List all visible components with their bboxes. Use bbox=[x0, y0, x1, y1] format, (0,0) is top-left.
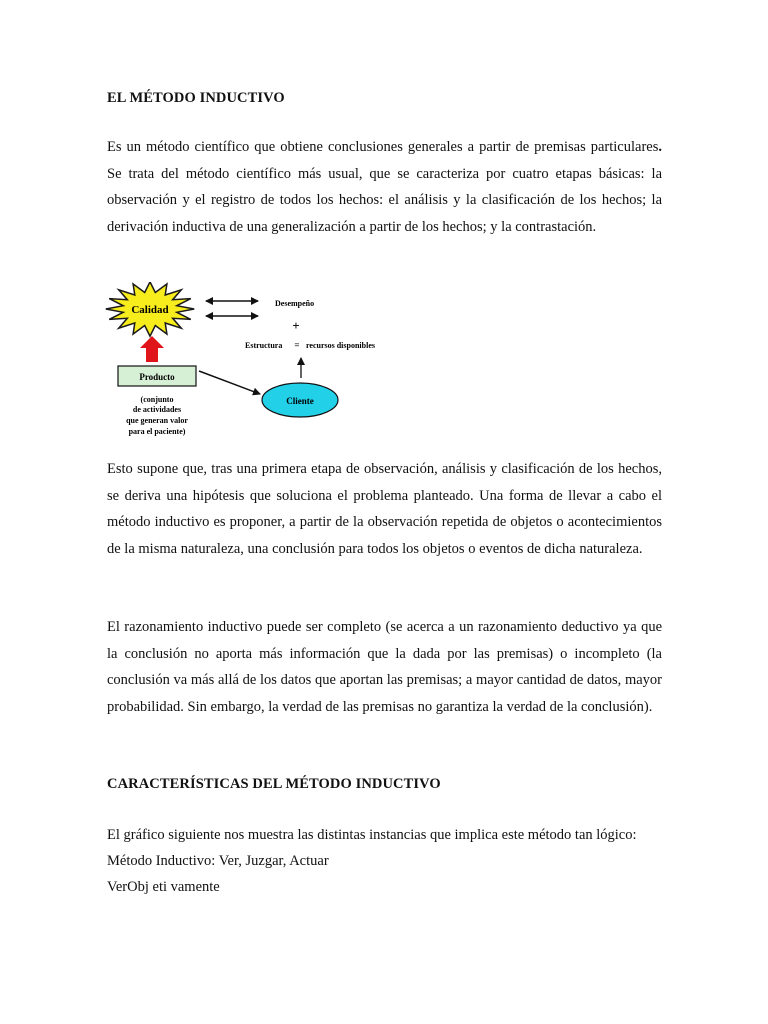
calidad-label: Calidad bbox=[131, 304, 169, 316]
estructura-label: Estructura bbox=[245, 341, 283, 350]
definition-rest: Se trata del método científico más usual, que se caracteriza por cuatro etapas básicas: la observación y el registro de todos los hechos: el análisis y la clasificación de los hechos; la derivación inductiva de una generalización a partir de los hechos; y la contrastación. bbox=[107, 165, 662, 236]
heading-caracteristicas: CARACTERÍSTICAS DEL MÉTODO INDUCTIVO bbox=[107, 776, 441, 792]
conjunto-line-4: para el paciente) bbox=[128, 427, 186, 436]
conjunto-line-1: (conjunto bbox=[140, 395, 174, 404]
line-grafico: El gráfico siguiente nos muestra las distintas instancias que implica este método tan lógico: bbox=[107, 827, 637, 843]
quality-diagram bbox=[100, 282, 420, 442]
definition-intro: Es un método científico que obtiene conclusiones generales a partir de premisas particulares bbox=[107, 139, 659, 155]
desempeno-label: Desempeño bbox=[275, 299, 315, 308]
red-arrow-up bbox=[140, 336, 164, 362]
paragraph-hypothesis: Esto supone que, tras una primera etapa de observación, análisis y clasificación de los hechos, se deriva una hipótesis que soluciona el problema planteado. Una forma de llevar a cabo el método inductivo es proponer, a partir de la observación repetida de objetos o acontecimientos de la misma naturaleza, una conclusión para todos los objetos o eventos de dicha naturaleza. bbox=[107, 461, 662, 558]
producto-label: Producto bbox=[139, 372, 175, 382]
line-ver-juzgar-actuar: Método Inductivo: Ver, Juzgar, Actuar bbox=[107, 853, 329, 869]
recursos-label: recursos disponibles bbox=[306, 341, 375, 350]
paragraph-reasoning: El razonamiento inductivo puede ser completo (se acerca a un razonamiento deductivo ya que la conclusión no aporta más información que la dada por las premisas) o incompleto (la conclusión va más allá de los datos que aportan las premisas; a mayor cantidad de datos, mayor probabilidad. Sin embargo, la verdad de las premisas no garantiza la verdad de la conclusión). bbox=[107, 619, 662, 716]
arrow-producto-to-cliente bbox=[199, 371, 260, 394]
conjunto-line-2: de actividades bbox=[132, 405, 182, 414]
conjunto-line-3: que generan valor bbox=[126, 416, 188, 425]
plus-sign: + bbox=[292, 318, 300, 333]
cliente-label: Cliente bbox=[286, 396, 314, 406]
paragraph-definition bbox=[107, 134, 662, 241]
heading-metodo-inductivo: EL MÉTODO INDUCTIVO bbox=[107, 90, 285, 106]
definition-bold-period: . bbox=[658, 139, 662, 155]
line-ver-objetivamente: VerObj eti vamente bbox=[107, 879, 220, 895]
equals-sign: = bbox=[294, 340, 300, 350]
